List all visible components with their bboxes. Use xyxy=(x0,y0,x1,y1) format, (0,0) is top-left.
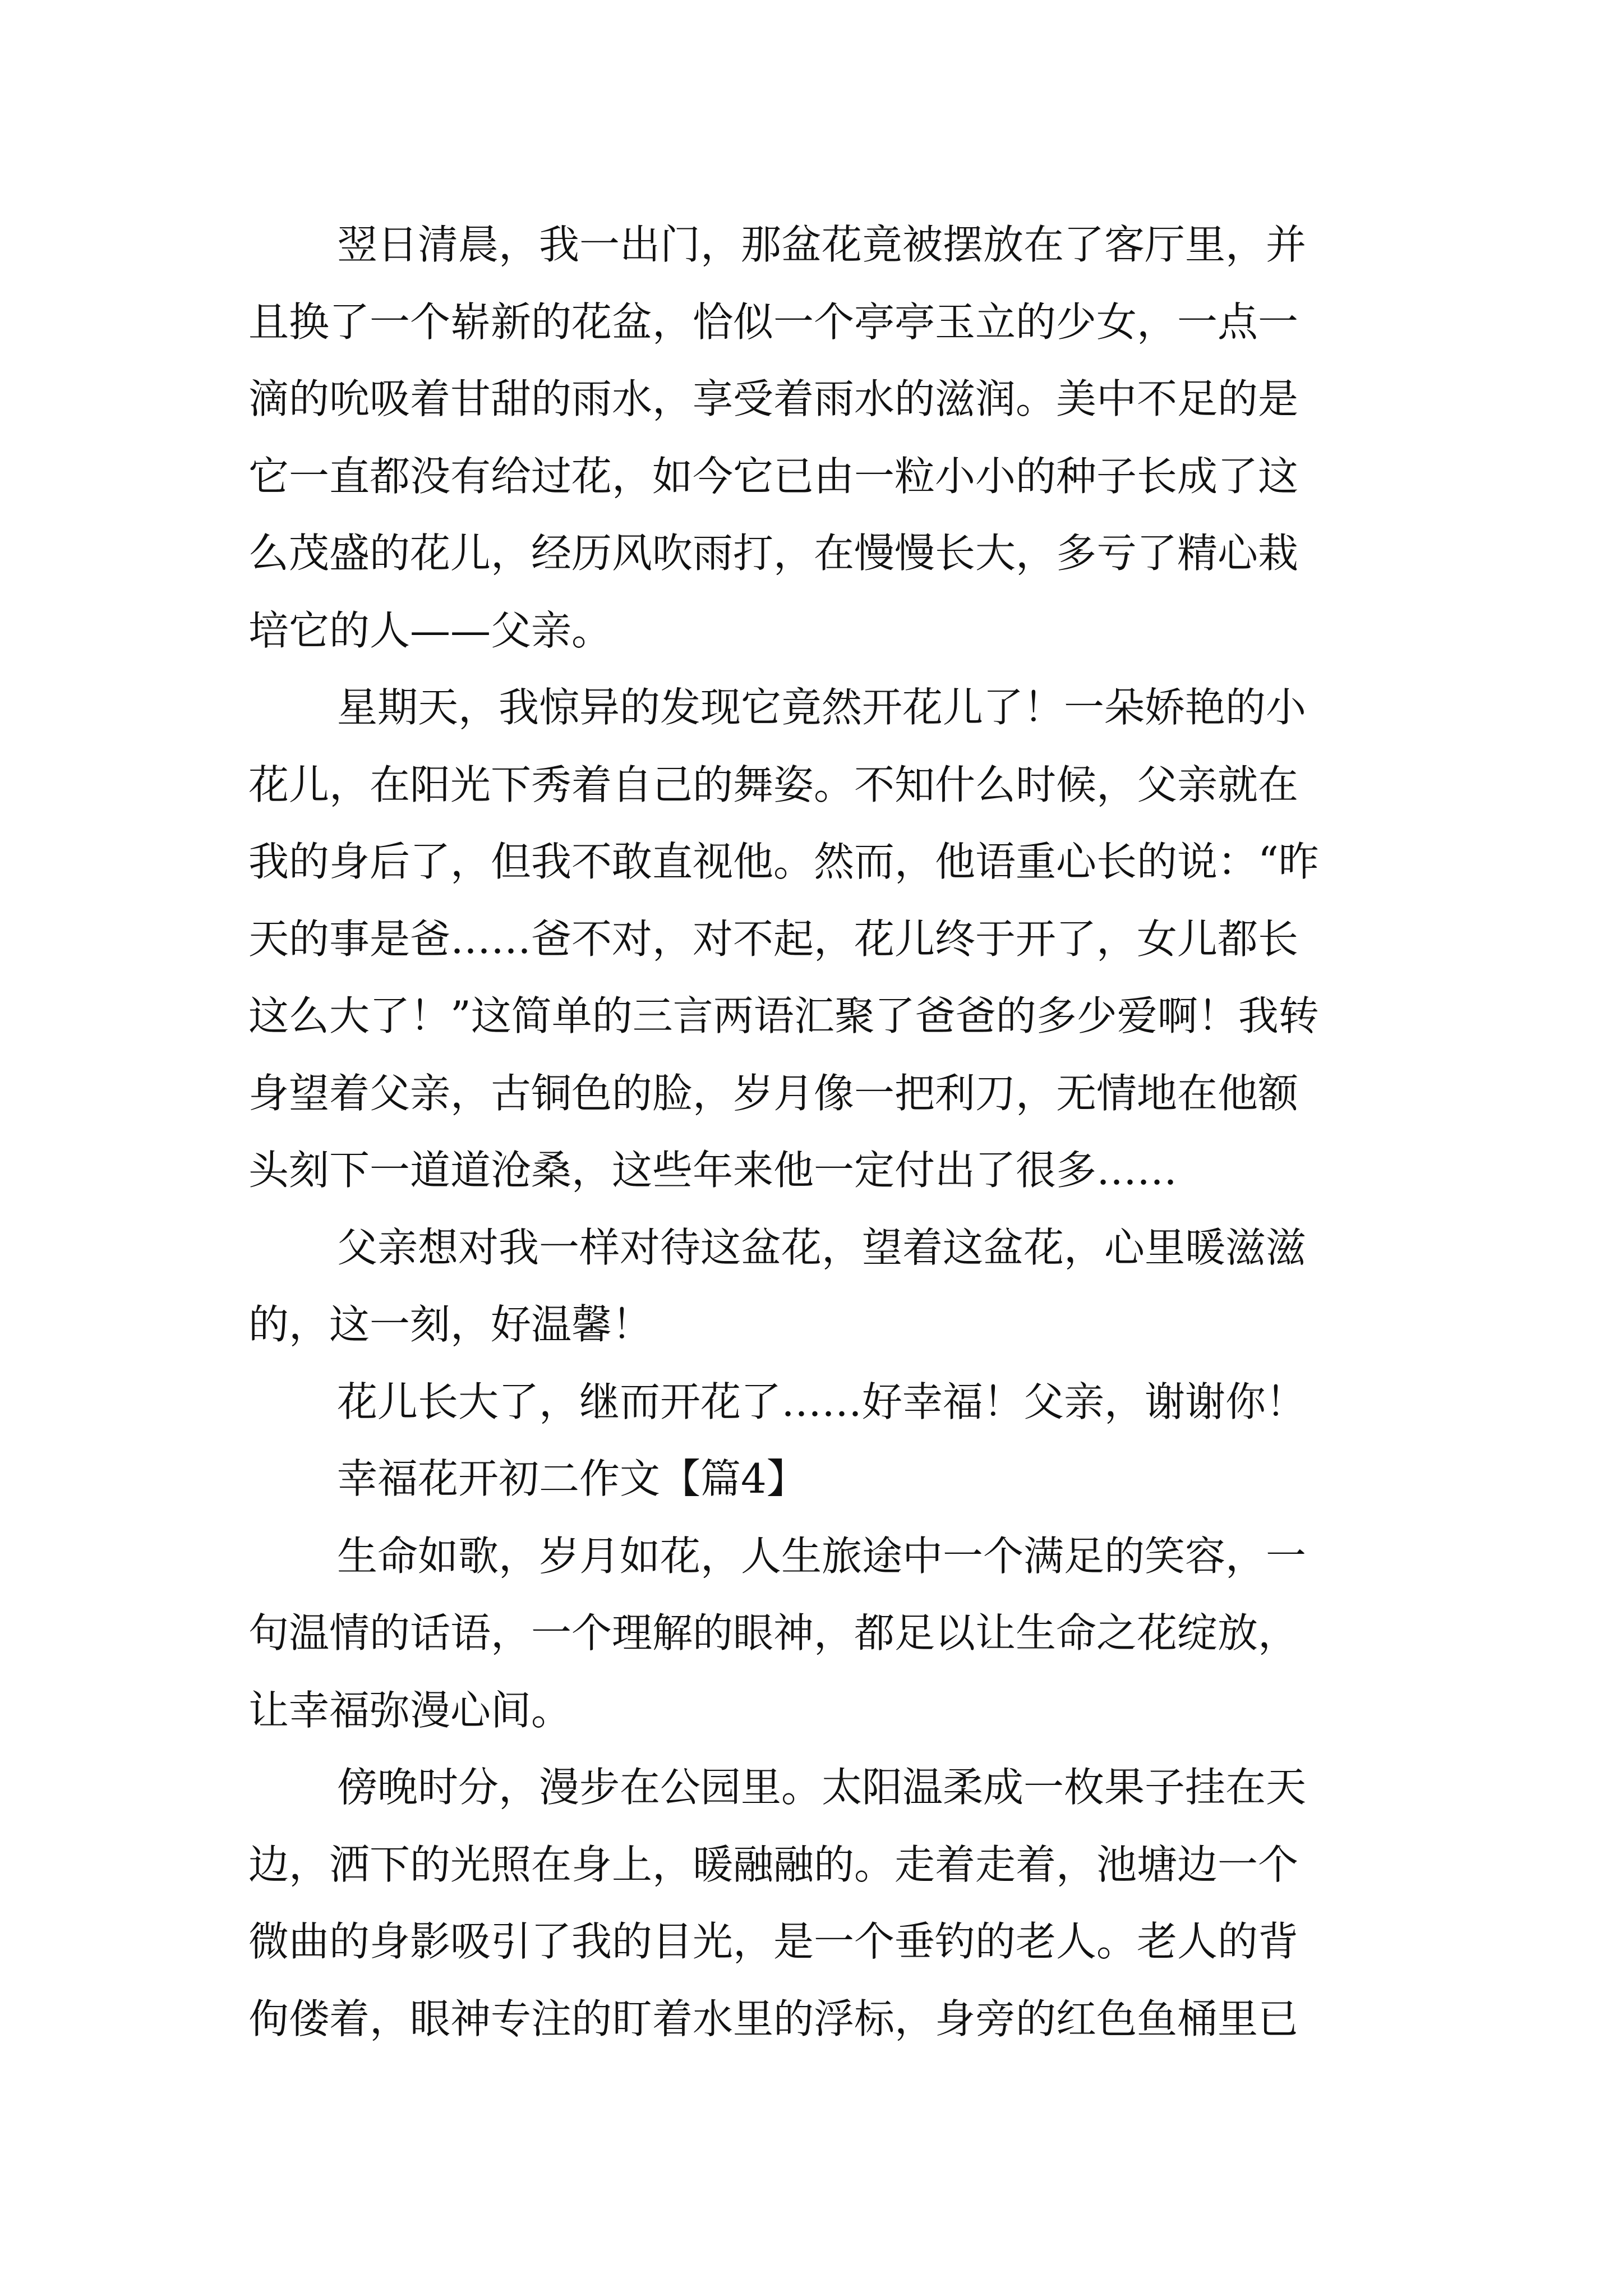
paragraph xyxy=(248,1364,1393,1441)
text-line: 句温情的话语，一个理解的眼神，都足以让生命之花绽放， xyxy=(248,1609,1299,1657)
text-line: 身望着父亲，古铜色的脸，岁月像一把利刀，无情地在他额 xyxy=(248,1069,1299,1117)
text-line: 让幸福弥漫心间。 xyxy=(248,1686,572,1734)
paragraph xyxy=(248,206,1393,669)
text-line: 微曲的身影吸引了我的目光，是一个垂钓的老人。老人的背 xyxy=(248,1918,1299,1965)
text-line: 天的事是爸……爸不对，对不起，花儿终于开了，女儿都长 xyxy=(248,915,1299,963)
text-line: 幸福花开初二作文【篇4】 xyxy=(337,1455,807,1502)
text-line: 佝偻着，眼神专注的盯着水里的浮标，身旁的红色鱼桶里已 xyxy=(248,1995,1299,2042)
paragraph xyxy=(248,1749,1393,2058)
text-line: 的，这一刻，好温馨！ xyxy=(248,1301,653,1348)
paragraph xyxy=(248,1209,1393,1364)
text-line: 滴的吮吸着甘甜的雨水，享受着雨水的滋润。美中不足的是 xyxy=(248,375,1299,422)
text-line: 星期天，我惊异的发现它竟然开花儿了！一朵娇艳的小 xyxy=(337,684,1307,731)
text-line: 头刻下一道道沧桑，这些年来他一定付出了很多…… xyxy=(248,1147,1178,1194)
paragraph xyxy=(248,669,1393,1209)
text-line: 且换了一个崭新的花盆，恰似一个亭亭玉立的少女，一点一 xyxy=(248,298,1299,346)
text-line: 培它的人——父亲。 xyxy=(248,606,612,654)
document-body xyxy=(248,206,1393,2058)
text-line: 它一直都没有给过花，如今它已由一粒小小的种子长成了这 xyxy=(248,452,1299,500)
text-line: 这么大了！”这简单的三言两语汇聚了爸爸的多少爱啊！我转 xyxy=(248,992,1319,1039)
text-line: 花儿长大了，继而开花了……好幸福！父亲，谢谢你！ xyxy=(337,1378,1307,1425)
text-line: 父亲想对我一样对待这盆花，望着这盆花，心里暖滋滋 xyxy=(337,1223,1307,1271)
text-line: 生命如歌，岁月如花，人生旅途中一个满足的笑容，一 xyxy=(337,1532,1307,1580)
text-line: 么茂盛的花儿，经历风吹雨打，在慢慢长大，多亏了精心栽 xyxy=(248,530,1299,577)
text-line: 翌日清晨，我一出门，那盆花竟被摆放在了客厅里，并 xyxy=(337,221,1307,268)
text-line: 傍晚时分，漫步在公园里。太阳温柔成一枚果子挂在天 xyxy=(337,1764,1307,1811)
text-line: 花儿，在阳光下秀着自己的舞姿。不知什么时候，父亲就在 xyxy=(248,761,1299,808)
section-heading xyxy=(248,1441,1393,1518)
text-line: 我的身后了，但我不敢直视他。然而，他语重心长的说：“昨 xyxy=(248,838,1319,885)
paragraph xyxy=(248,1518,1393,1750)
text-line: 边，洒下的光照在身上，暖融融的。走着走着，池塘边一个 xyxy=(248,1841,1299,1888)
